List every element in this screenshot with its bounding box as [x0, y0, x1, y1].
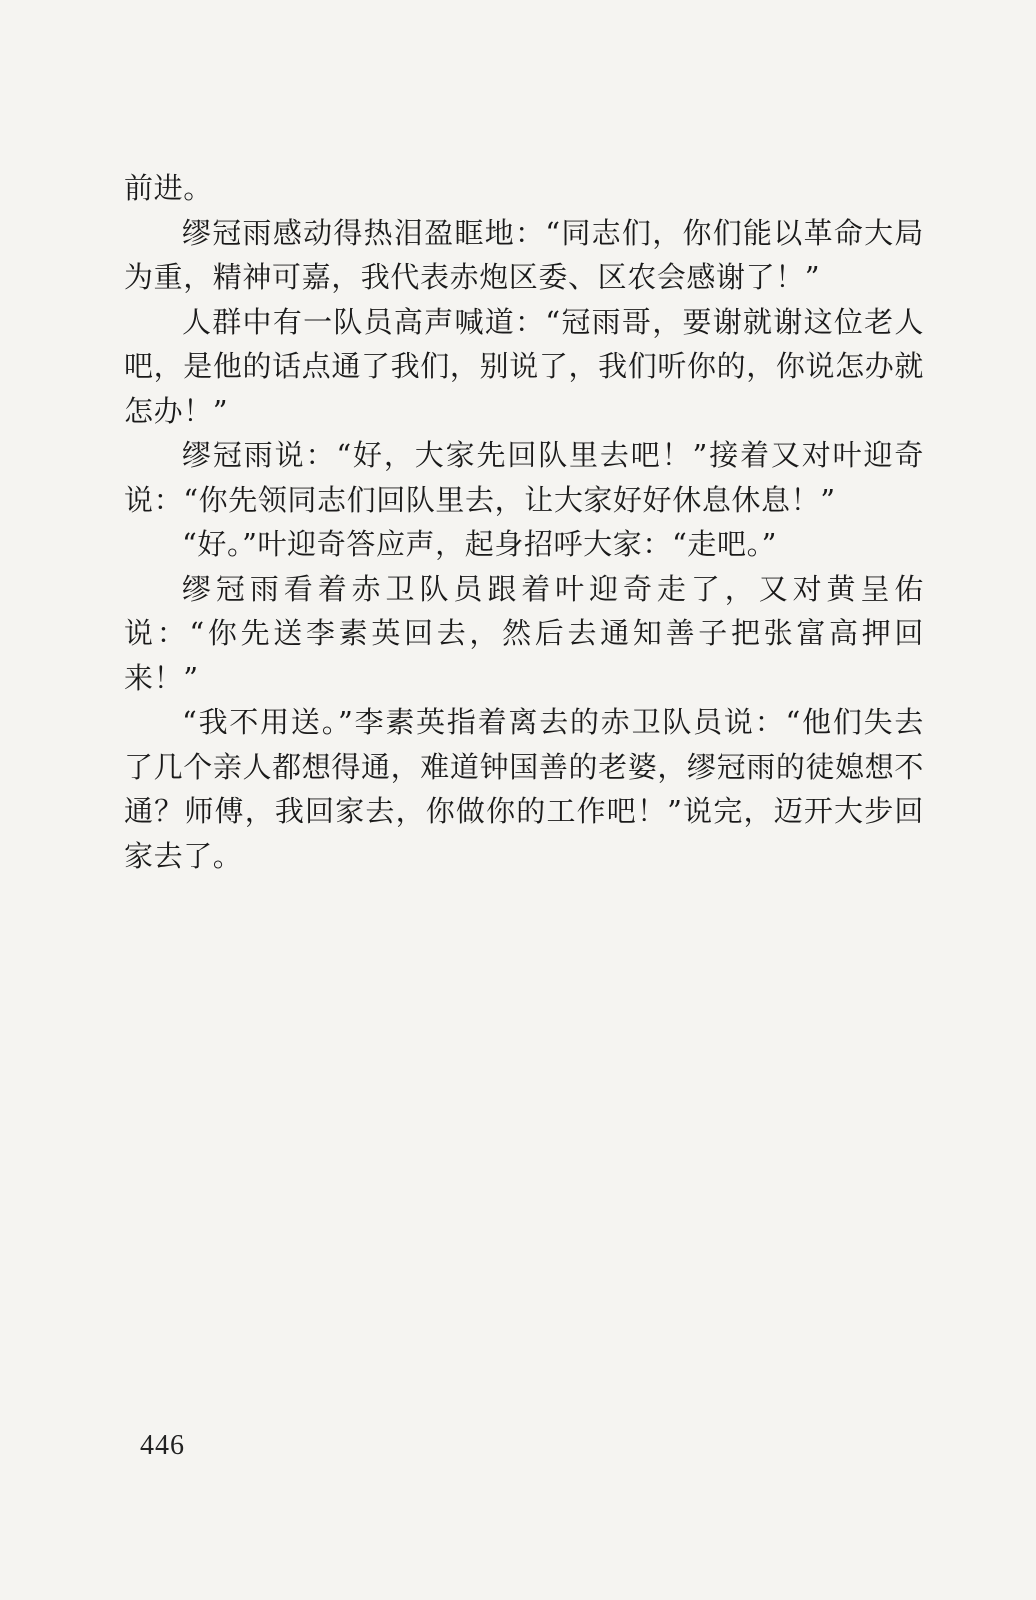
paragraph-continuation: 前进。 [124, 171, 213, 205]
paragraph: “我不用送。”李素英指着离去的赤卫队员说：“他们失去了几个亲人都想得通，难道钟国善的老婆，缪冠雨的徒媳想不通？师傅，我回家去，你做你的工作吧！”说完，迈开大步回家去了。 [124, 705, 924, 873]
paragraph: “好。”叶迎奇答应声，起身招呼大家：“走吧。” [182, 527, 778, 561]
paragraph: 人群中有一队员高声喊道：“冠雨哥，要谢就谢这位老人吧，是他的话点通了我们，别说了，我们听你的，你说怎办就怎办！” [124, 304, 924, 428]
body-text [124, 166, 924, 878]
paragraph: 缪冠雨感动得热泪盈眶地：“同志们，你们能以革命大局为重，精神可嘉，我代表赤炮区委、区农会感谢了！” [124, 215, 924, 294]
paragraph: 缪冠雨说：“好，大家先回队里去吧！”接着又对叶迎奇说：“你先领同志们回队里去，让大家好好休息休息！” [124, 438, 924, 517]
paragraph: 缪冠雨看着赤卫队员跟着叶迎奇走了，又对黄呈佑说：“你先送李素英回去，然后去通知善子把张富高押回来！” [124, 571, 924, 695]
page-number: 446 [140, 1430, 185, 1461]
